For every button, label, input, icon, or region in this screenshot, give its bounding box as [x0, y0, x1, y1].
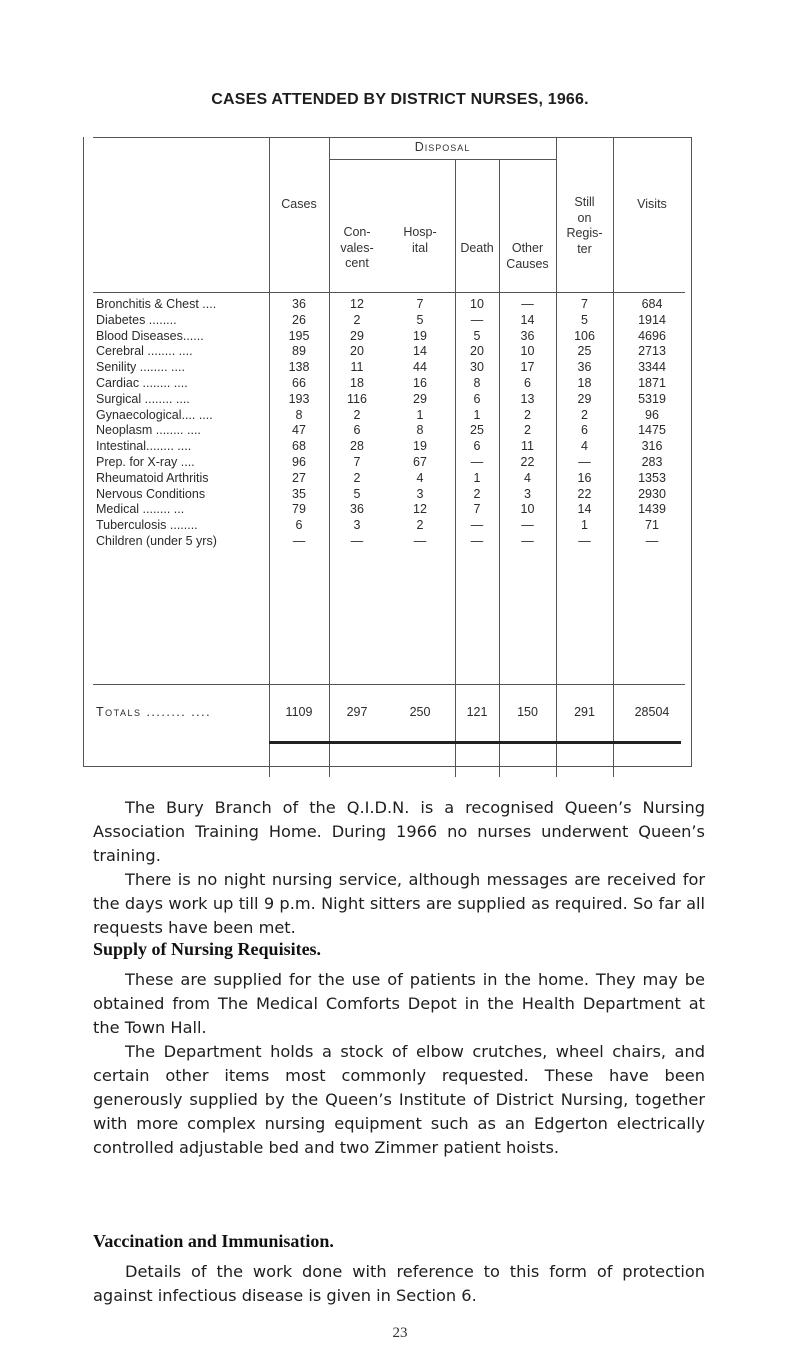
row-label: Prep. for X-ray ....: [96, 455, 195, 469]
cell-visits: 316: [641, 439, 663, 454]
cell-hospital: 14: [413, 344, 427, 359]
cell-death: 30: [470, 360, 484, 375]
cell-cases: 66: [292, 376, 306, 390]
cell-hospital: 12: [413, 502, 427, 517]
cell-convalescent: 116: [347, 391, 367, 406]
cell-visits: 1475: [638, 423, 666, 438]
cell-visits: 283: [641, 455, 663, 469]
cell-still: —: [578, 455, 591, 469]
cell-hospital: 3: [416, 486, 424, 501]
table-top-border: [93, 137, 691, 138]
cell-death: —: [470, 518, 484, 533]
cell-death: 1: [473, 407, 481, 422]
cell-visits: 1353: [638, 470, 666, 485]
totals-visits: 28504: [634, 705, 670, 719]
cell-cases: 26: [292, 312, 306, 327]
cell-still: 1: [581, 518, 588, 533]
header-bottom-rule: [93, 292, 685, 293]
cell-cases: —: [292, 534, 306, 548]
cell-still: 36: [577, 360, 592, 375]
row-label: Gynaecological.... ....: [96, 407, 213, 422]
cell-cases: 8: [295, 407, 303, 422]
cell-other: 22: [520, 455, 535, 469]
cell-visits: 2713: [638, 344, 666, 359]
header-other-causes: Other Causes: [506, 241, 549, 271]
cell-still: 106: [574, 328, 595, 343]
totals-other: 150: [517, 705, 538, 719]
header-hospital: Hosp- ital: [403, 225, 437, 255]
cell-death: 25: [470, 423, 484, 438]
cell-still: 5: [581, 312, 588, 327]
cell-other: 14: [520, 312, 535, 327]
cell-visits: 4696: [638, 328, 666, 343]
cell-other: —: [521, 297, 534, 311]
cell-visits: 96: [645, 407, 659, 422]
cases-table: [93, 137, 693, 767]
cell-still: 22: [577, 486, 592, 501]
cell-cases: 79: [292, 502, 306, 517]
cell-still: 14: [577, 502, 592, 517]
paragraph-training: The Bury Branch of the Q.I.D.N. is a recognised Queen’s Nursing Association Training Home. During 1966 no nurses underwent Queen’s training.: [93, 798, 705, 865]
paragraph-supply: These are supplied for the use of patients in the home. They may be obtained from The Medical Comforts Depot in the Health Department at the Town Hall.: [93, 970, 705, 1037]
cell-other: 3: [524, 486, 531, 501]
row-label: Tuberculosis ........: [96, 518, 198, 533]
cell-visits: 5319: [638, 391, 666, 406]
cell-death: 7: [473, 502, 481, 517]
table-bottom-border: [83, 766, 691, 767]
cell-other: —: [521, 534, 534, 548]
cell-convalescent: 7: [353, 455, 361, 469]
cell-cases: 68: [292, 439, 306, 454]
cell-death: 6: [473, 391, 481, 406]
cell-visits: 2930: [638, 486, 666, 501]
row-label: Cardiac ........ ....: [96, 376, 188, 390]
cell-other: —: [521, 518, 534, 533]
totals-top-rule: [93, 684, 685, 685]
header-disposal: Disposal: [414, 140, 471, 154]
cell-cases: 89: [292, 344, 306, 359]
cell-death: 2: [473, 486, 481, 501]
cell-other: 17: [520, 360, 535, 375]
cell-convalescent: 2: [353, 470, 361, 485]
header-still-on-register: Still on Regis- ter: [566, 195, 603, 256]
cell-visits: 1439: [638, 502, 666, 517]
cell-cases: 47: [292, 423, 306, 438]
cell-convalescent: 5: [353, 486, 361, 501]
cell-still: 6: [581, 423, 588, 438]
cell-convalescent: 36: [350, 502, 364, 517]
cell-hospital: —: [413, 534, 427, 548]
cell-still: 7: [581, 297, 588, 311]
cell-cases: 195: [288, 328, 310, 343]
page-number: 23: [392, 1325, 408, 1341]
cell-convalescent: 6: [353, 423, 361, 438]
cell-hospital: 8: [416, 423, 424, 438]
cell-cases: 96: [292, 455, 306, 469]
cell-visits: 1914: [638, 312, 666, 327]
cell-other: 2: [524, 407, 531, 422]
cell-still: 4: [581, 439, 588, 454]
cell-hospital: 29: [413, 391, 427, 406]
cell-death: 10: [470, 297, 484, 311]
header-visits: Visits: [637, 197, 667, 211]
table-left-border: [83, 137, 84, 767]
cell-death: —: [470, 455, 484, 469]
row-label: Diabetes ........: [96, 312, 177, 327]
cell-convalescent: 2: [353, 312, 361, 327]
cell-still: 2: [581, 407, 588, 422]
cell-death: 6: [473, 439, 481, 454]
cell-still: 16: [577, 470, 592, 485]
cell-cases: 36: [292, 297, 306, 311]
cell-hospital: 16: [413, 376, 427, 390]
totals-convalescent: 297: [346, 705, 368, 719]
header-cases: Cases: [281, 197, 317, 211]
cell-hospital: 5: [416, 312, 424, 327]
row-label: Surgical ........ ....: [96, 391, 190, 406]
cell-cases: 35: [292, 486, 306, 501]
heading-supply: Supply of Nursing Requisites.: [93, 939, 322, 959]
cell-death: 1: [473, 470, 481, 485]
cell-death: 8: [473, 376, 481, 390]
cell-other: 10: [520, 344, 535, 359]
disposal-underline: [329, 159, 556, 160]
cell-visits: 71: [645, 518, 659, 533]
cell-other: 10: [520, 502, 535, 517]
row-label: Medical ........ ...: [96, 502, 185, 517]
paragraph-block-2: [93, 968, 705, 1160]
heading-vaccination: Vaccination and Immunisation.: [93, 1231, 334, 1251]
row-label: Intestinal........ ....: [96, 439, 192, 454]
cell-hospital: 44: [413, 360, 427, 375]
header-convalescent: Con- vales- cent: [340, 225, 374, 270]
row-label: Rheumatoid Arthritis: [96, 470, 209, 485]
totals-hospital: 250: [409, 705, 431, 719]
paragraph-vaccination: Details of the work done with reference to this form of protection against infectious disease is given in Section 6.: [93, 1262, 705, 1305]
cell-hospital: 7: [416, 297, 424, 311]
cell-still: 18: [577, 376, 592, 390]
row-label: Nervous Conditions: [96, 486, 206, 501]
table-right-border: [691, 137, 692, 767]
cell-other: 6: [524, 376, 531, 390]
row-label: Neoplasm ........ ....: [96, 423, 201, 438]
cell-cases: 138: [288, 360, 310, 375]
row-label: Children (under 5 yrs): [96, 534, 217, 548]
cell-hospital: 19: [413, 328, 427, 343]
cell-other: 4: [524, 470, 531, 485]
cell-death: 20: [470, 344, 484, 359]
paragraph-block-1: [93, 796, 705, 940]
cell-convalescent: 28: [350, 439, 364, 454]
cell-hospital: 19: [413, 439, 427, 454]
cell-convalescent: 2: [353, 407, 361, 422]
cell-death: —: [470, 312, 484, 327]
cell-still: 29: [577, 391, 592, 406]
header-death: Death: [460, 241, 494, 255]
cell-convalescent: 3: [353, 518, 361, 533]
paragraph-night-service: There is no night nursing service, although messages are received for the days work up till 9 p.m. Night sitters are supplied as required. So far all requests have been met.: [93, 870, 705, 937]
paragraph-block-3: [93, 1260, 705, 1308]
totals-label: Totals ........ ....: [96, 705, 212, 719]
row-label: Cerebral ........ ....: [96, 344, 193, 359]
cell-convalescent: —: [350, 534, 364, 548]
cell-still: 25: [577, 344, 592, 359]
cell-visits: —: [645, 534, 659, 548]
row-label: Bronchitis & Chest ....: [96, 297, 217, 311]
cell-convalescent: 12: [350, 297, 364, 311]
page-title: CASES ATTENDED BY DISTRICT NURSES, 1966.: [211, 91, 589, 108]
totals-cases: 1109: [285, 705, 313, 719]
cell-visits: 684: [641, 297, 663, 311]
cell-still: —: [578, 534, 591, 548]
cell-cases: 27: [292, 470, 306, 485]
cell-cases: 6: [295, 518, 303, 533]
cell-convalescent: 20: [350, 344, 364, 359]
row-label: Blood Diseases......: [96, 328, 204, 343]
cell-other: 13: [520, 391, 535, 406]
cell-convalescent: 18: [350, 376, 364, 390]
cell-death: —: [470, 534, 484, 548]
totals-still: 291: [574, 705, 595, 719]
totals-bottom-rule: [269, 741, 681, 744]
cell-hospital: 4: [416, 470, 424, 485]
cell-other: 11: [521, 439, 534, 454]
cell-death: 5: [473, 328, 481, 343]
cell-other: 2: [524, 423, 531, 438]
totals-death: 121: [466, 705, 488, 719]
cell-other: 36: [520, 328, 535, 343]
cell-cases: 193: [288, 391, 310, 406]
paragraph-department: The Department holds a stock of elbow crutches, wheel chairs, and certain other items most commonly requested. These have been generously supplied by the Queen’s Institute of District Nursing, together with more complex nursing equipment such as an Edgerton electrically controlled adjustable bed and two Zimmer patient hoists.: [93, 1042, 705, 1157]
row-label: Senility ........ ....: [96, 360, 185, 375]
cell-visits: 3344: [638, 360, 666, 375]
cell-hospital: 67: [413, 455, 427, 469]
cell-convalescent: 29: [350, 328, 364, 343]
cell-hospital: 2: [416, 518, 424, 533]
cell-hospital: 1: [416, 407, 424, 422]
cell-visits: 1871: [638, 376, 666, 390]
cell-convalescent: 11: [350, 360, 364, 375]
